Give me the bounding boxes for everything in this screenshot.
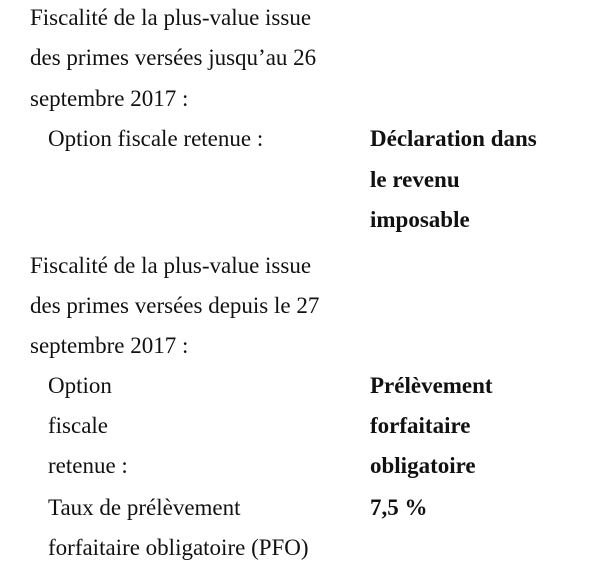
section1-option-value-line-2: le revenu [370, 167, 460, 192]
section2-option-label-line-2: fiscale [48, 413, 109, 438]
section2-heading-line-2: des primes versées depuis le 27 [30, 293, 320, 318]
section1-option-label: Option fiscale retenue : [48, 126, 264, 151]
section1-heading-line-1: Fiscalité de la plus-value issue [30, 5, 312, 30]
section2-rate-label-line-2: forfaitaire obligatoire (PFO) [48, 535, 309, 560]
section2-option-label-line-3: retenue : [48, 453, 128, 478]
section2-option-value-line-2: forfaitaire [370, 413, 471, 438]
section1-option-value-line-1: Déclaration dans [370, 126, 537, 151]
section2-rate-label-line-1: Taux de prélèvement [48, 495, 241, 520]
section2-heading-line-3: septembre 2017 : [30, 333, 189, 358]
section2-rate-value: 7,5 % [370, 495, 428, 520]
section2-option-value-line-1: Prélèvement [370, 373, 493, 398]
section2-heading-line-1: Fiscalité de la plus-value issue [30, 253, 312, 278]
section1-heading-line-3: septembre 2017 : [30, 86, 189, 111]
section2-option-label-line-1: Option [48, 373, 112, 398]
section2-option-value-line-3: obligatoire [370, 453, 476, 478]
section1-option-value-line-3: imposable [370, 207, 470, 232]
section1-heading-line-2: des primes versées jusqu’au 26 [30, 45, 317, 70]
